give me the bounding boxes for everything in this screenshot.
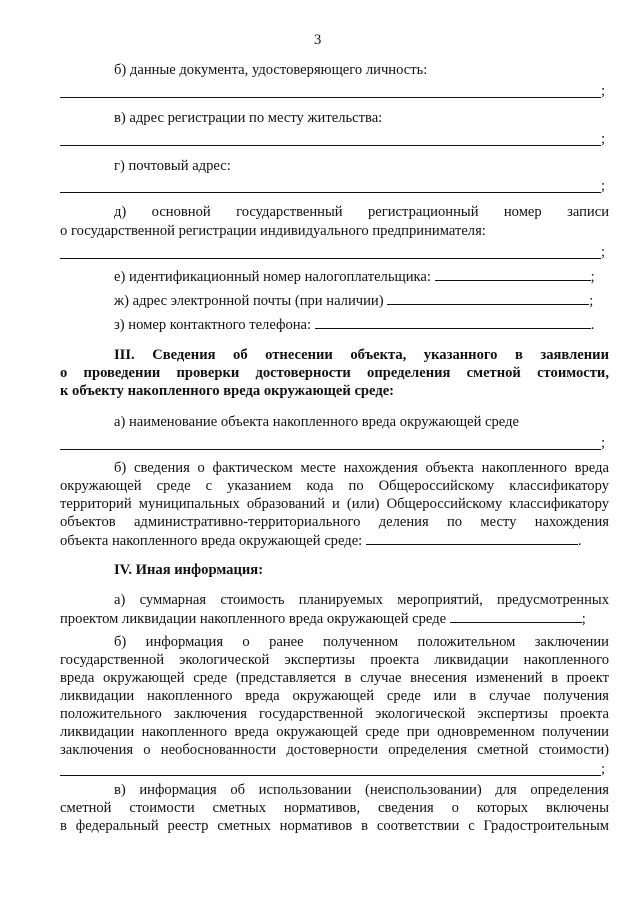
location-text-line4: объектов административно-территориального деления по месту нахождения (60, 514, 609, 530)
section-iii-heading-line3: к объекту накопленного вреда окружающей среде: (60, 383, 395, 399)
semicolon: ; (589, 293, 594, 309)
word: государственный (236, 204, 343, 220)
location-text-line3: территорий муниципальных образований и (или) Общероссийскому классификатору (60, 496, 609, 512)
input-line-registration-address[interactable] (60, 145, 601, 146)
expertise-text-line5: положительного заключения государственной экологической экспертизы проекта (60, 706, 609, 722)
label-text: объекта накопленного вреда окружающей среде: (60, 533, 363, 549)
field-label-registration-address: в) адрес регистрации по месту жительства: (114, 110, 383, 126)
location-text-line2: окружающей среде с указанием кода по Общероссийскому классификатору (60, 478, 609, 494)
expertise-text-line1: б) информация о ранее полученном положительном заключении (114, 634, 609, 650)
input-line-ogrnip[interactable] (60, 258, 601, 259)
total-cost-input-line[interactable] (450, 610, 582, 623)
section-iii-heading-line1: III. Сведения об отнесении объекта, указанного в заявлении (114, 347, 609, 363)
section-iv-heading: IV. Иная информация: (114, 562, 264, 578)
normatives-text-line2: сметной стоимости сметных нормативов, сведения о которых включены (60, 800, 609, 816)
expertise-text-line4: ликвидации накопленного вреда окружающей среде или в случае получения (60, 688, 609, 704)
input-line-postal-address[interactable] (60, 192, 601, 193)
input-line-expertise[interactable] (60, 775, 601, 776)
expertise-text-line3: вреда окружающей среде (представляется в случае внесения изменений в проект (60, 670, 609, 686)
semicolon: ; (601, 244, 606, 260)
location-text-line1: б) сведения о фактическом месте нахождения объекта накопленного вреда (114, 460, 609, 476)
semicolon: ; (601, 761, 606, 777)
word: регистрационный (367, 204, 479, 220)
word: записи (567, 204, 610, 220)
page-number: 3 (314, 32, 322, 48)
label-text: е) идентификационный номер налогоплательщика: (114, 269, 431, 285)
field-label-inn (114, 268, 595, 286)
phone-input-line[interactable] (315, 316, 591, 329)
input-line-object-name[interactable] (60, 449, 601, 450)
expertise-text-line2: государственной экологической экспертизы проекта ликвидации накопленного (60, 652, 609, 668)
semicolon: ; (601, 131, 606, 147)
field-label-phone (114, 316, 594, 334)
field-label-ogrnip-line1 (114, 204, 609, 221)
email-input-line[interactable] (387, 292, 589, 305)
label-text: ж) адрес электронной почты (при наличии) (114, 293, 384, 309)
period: . (577, 533, 582, 549)
period: . (590, 317, 595, 333)
label-text: проектом ликвидации накопленного вреда окружающей среде (60, 611, 447, 627)
field-label-object-name: а) наименование объекта накопленного вреда окружающей среде (114, 414, 519, 430)
word: основной (151, 204, 211, 220)
expertise-text-line6: ликвидации накопленного вреда окружающей среде при одновременном получении (60, 724, 609, 740)
section-iii-heading-line2: о проведении проверки достоверности определения сметной стоимости, (60, 365, 609, 381)
semicolon: ; (590, 269, 595, 285)
field-label-id-document: б) данные документа, удостоверяющего личность: (114, 62, 428, 78)
input-line-id-document[interactable] (60, 97, 601, 98)
semicolon: ; (581, 611, 586, 627)
normatives-text-line3: в федеральный реестр сметных нормативов в соответствии с Градостроительным (60, 818, 609, 834)
semicolon: ; (601, 435, 606, 451)
field-label-email (114, 292, 593, 310)
word: д) (114, 204, 127, 220)
expertise-text-line7: заключения о необоснованности достоверности определения сметной стоимости) (60, 742, 609, 758)
inn-input-line[interactable] (435, 268, 591, 281)
location-input-line[interactable] (366, 532, 578, 545)
field-label-postal-address: г) почтовый адрес: (114, 158, 231, 174)
normatives-text-line1: в) информация об использовании (неиспользовании) для определения (114, 782, 609, 798)
semicolon: ; (601, 178, 606, 194)
label-text: з) номер контактного телефона: (114, 317, 312, 333)
total-cost-line1: а) суммарная стоимость планируемых мероприятий, предусмотренных (114, 592, 609, 608)
field-label-ogrnip-line2: о государственной регистрации индивидуального предпринимателя: (60, 223, 486, 239)
location-text-line5 (60, 532, 582, 550)
word: номер (503, 204, 542, 220)
total-cost-line2 (60, 610, 586, 628)
semicolon: ; (601, 83, 606, 99)
